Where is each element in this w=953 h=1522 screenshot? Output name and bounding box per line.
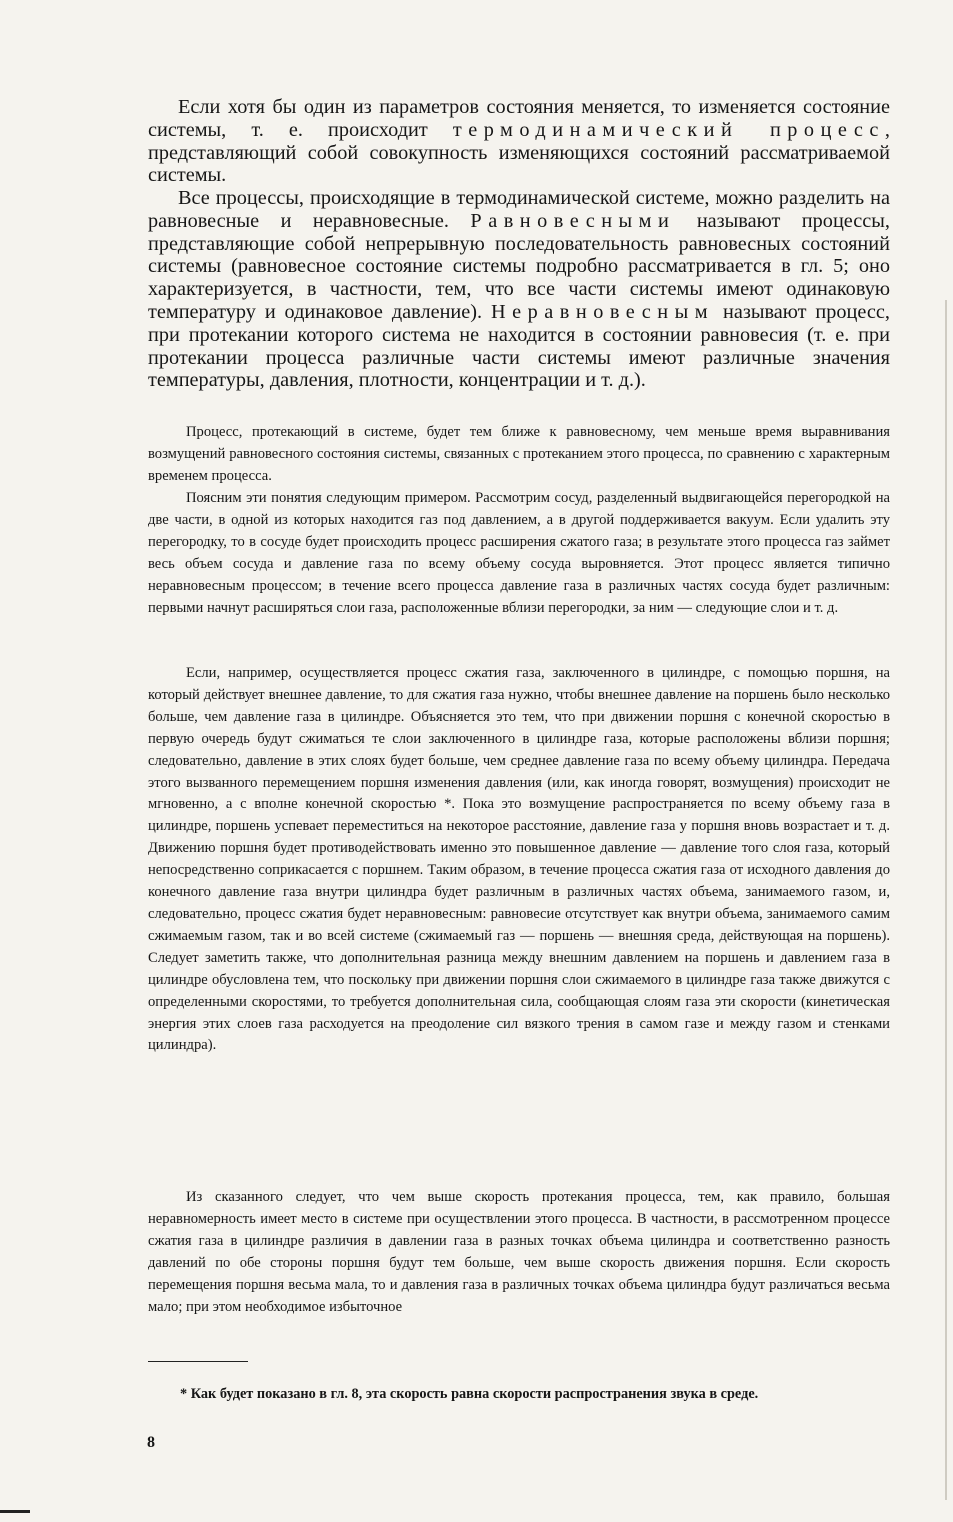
small-paragraph-2: Поясним эти понятия следующим примером. Рассмотрим сосуд, разделенный выдвигающейся перегородкой на две части, в одной из которых находится газ под давлением, а в другой поддерживается вакуум. Если удалить эту перегородку, то в сосуде будет происходить процесс расширения сжатого газа; в результате этого процесса газ займет весь объем сосуда и давление газа по всему объему сосуда выровняется. Этот процесс является типично неравновесным процессом; в течение всего процесса давление газа в различных частях сосуда будет различным: первыми начнут расширяться слои газа, расположенные вблизи перегородки, за ним — следующие слои и т. д. (148, 490, 890, 616)
paragraph-text: Если хотя бы один из параметров состояния меняется, то изменяется состояние системы, т. е. происходит (148, 96, 890, 141)
main-paragraph-2 (148, 187, 890, 392)
paragraph-text: называют процессы, представляющие собой непрерывную последовательность равновесных состояний системы (равновесное состояние системы подробно рассматривается в гл. 5; оно характеризуется, в частности, тем, что все части системы имеют одинаковую температуру и одинаковое давление). (148, 209, 891, 323)
main-paragraph-1 (148, 96, 890, 187)
small-paragraph-3: Если, например, осуществляется процесс сжатия газа, заключенного в цилиндре, с помощью поршня, на который действует внешнее давление, то для сжатия газа нужно, чтобы внешнее давление на поршень было несколько больше, чем давление газа в цилиндре. Объясняется это тем, что при движении поршня с конечной скоростью в первую очередь будут сжиматься те слои заключенного в цилиндре газа, которые расположены вблизи поршня; следовательно, давление в этих слоях будет больше, чем среднее давление газа по всему объему цилиндра. Передача этого вызванного перемещением поршня изменения давления (или, как иногда говорят, возмущения) происходит не мгновенно, а с вполне конечной скоростью *. Пока это возмущение распространяется по всему объему газа в цилиндре, поршень успевает переместиться на некоторое расстояние, давление газа у поршня вновь возрастает и т. д. Движению поршня будет противодействовать именно это повышенное давление — давление того слоя газа, который непосредственно соприкасается с поршнем. Таким образом, в течение процесса сжатия газа от исходного давления до конечного давление газа внутри цилиндра будет различным в различных частях объема, занимаемого газом, и, следовательно, процесс сжатия будет неравновесным: равновесие отсутствует как внутри объема, занимаемого самим сжимаемым газом, так и во всей системе (сжимаемый газ — поршень — внешняя среда, действующая на поршень). Следует заметить также, что дополнительная разница между внешним давлением на поршень и давлением газа в цилиндре обусловлена тем, что поскольку при движении поршня слои сжимаемого в цилиндре газа также движутся с определенными скоростями, то требуется дополнительная сила, сообщающая слоям газа эти скорости (кинетическая энергия этих слоев газа расходуется на преодоление сил вязкого трения в самом газе и между газом и стенками цилиндра). (148, 665, 890, 1054)
paragraph-text: называют процесс, при протекании которого система не находится в состоянии равновесия (т. е. при протекании процесса различные части системы имеют различные значения температуры, давления, плотности, концентрации и т. д.). (148, 300, 890, 392)
paragraph-text: Все процессы, происходящие в термодинамической системе, можно разделить на равновесные и неравновесные. (148, 187, 890, 232)
spaced-term: Равновесными (470, 209, 676, 232)
spaced-term: термодинамический процесс (452, 118, 885, 141)
small-paragraph-4: Из сказанного следует, что чем выше скорость протекания процесса, тем, как правило, большая неравномерность имеет место в системе при осуществлении этого процесса. В частности, в рассмотренном процессе сжатия газа в цилиндре различия в давлении газа в разных точках объема цилиндра и соответственно разность давлений по обе стороны поршня будут тем больше, чем выше скорость движения поршня. Если скорость перемещения поршня весьма мала, то и давления газа в различных точках объема цилиндра будут различаться весьма мало; при этом необходимое избыточное (148, 1189, 890, 1315)
footnote-divider (148, 1361, 248, 1362)
page-number: 8 (147, 1434, 155, 1451)
footnote: * Как будет показано в гл. 8, эта скорость равна скорости распространения звука в среде. (180, 1386, 759, 1402)
scan-edge (945, 300, 947, 1500)
spaced-term: Неравновесным (491, 300, 715, 323)
paragraph-text: , представляющий собой совокупность изменяющихся состояний рассматриваемой системы. (148, 118, 890, 187)
scan-artifact (0, 1510, 30, 1513)
small-paragraph-1: Процесс, протекающий в системе, будет тем ближе к равновесному, чем меньше время выравнивания возмущений равновесного состояния системы, связанных с протеканием этого процесса, по сравнению с характерным временем процесса. (148, 424, 890, 484)
